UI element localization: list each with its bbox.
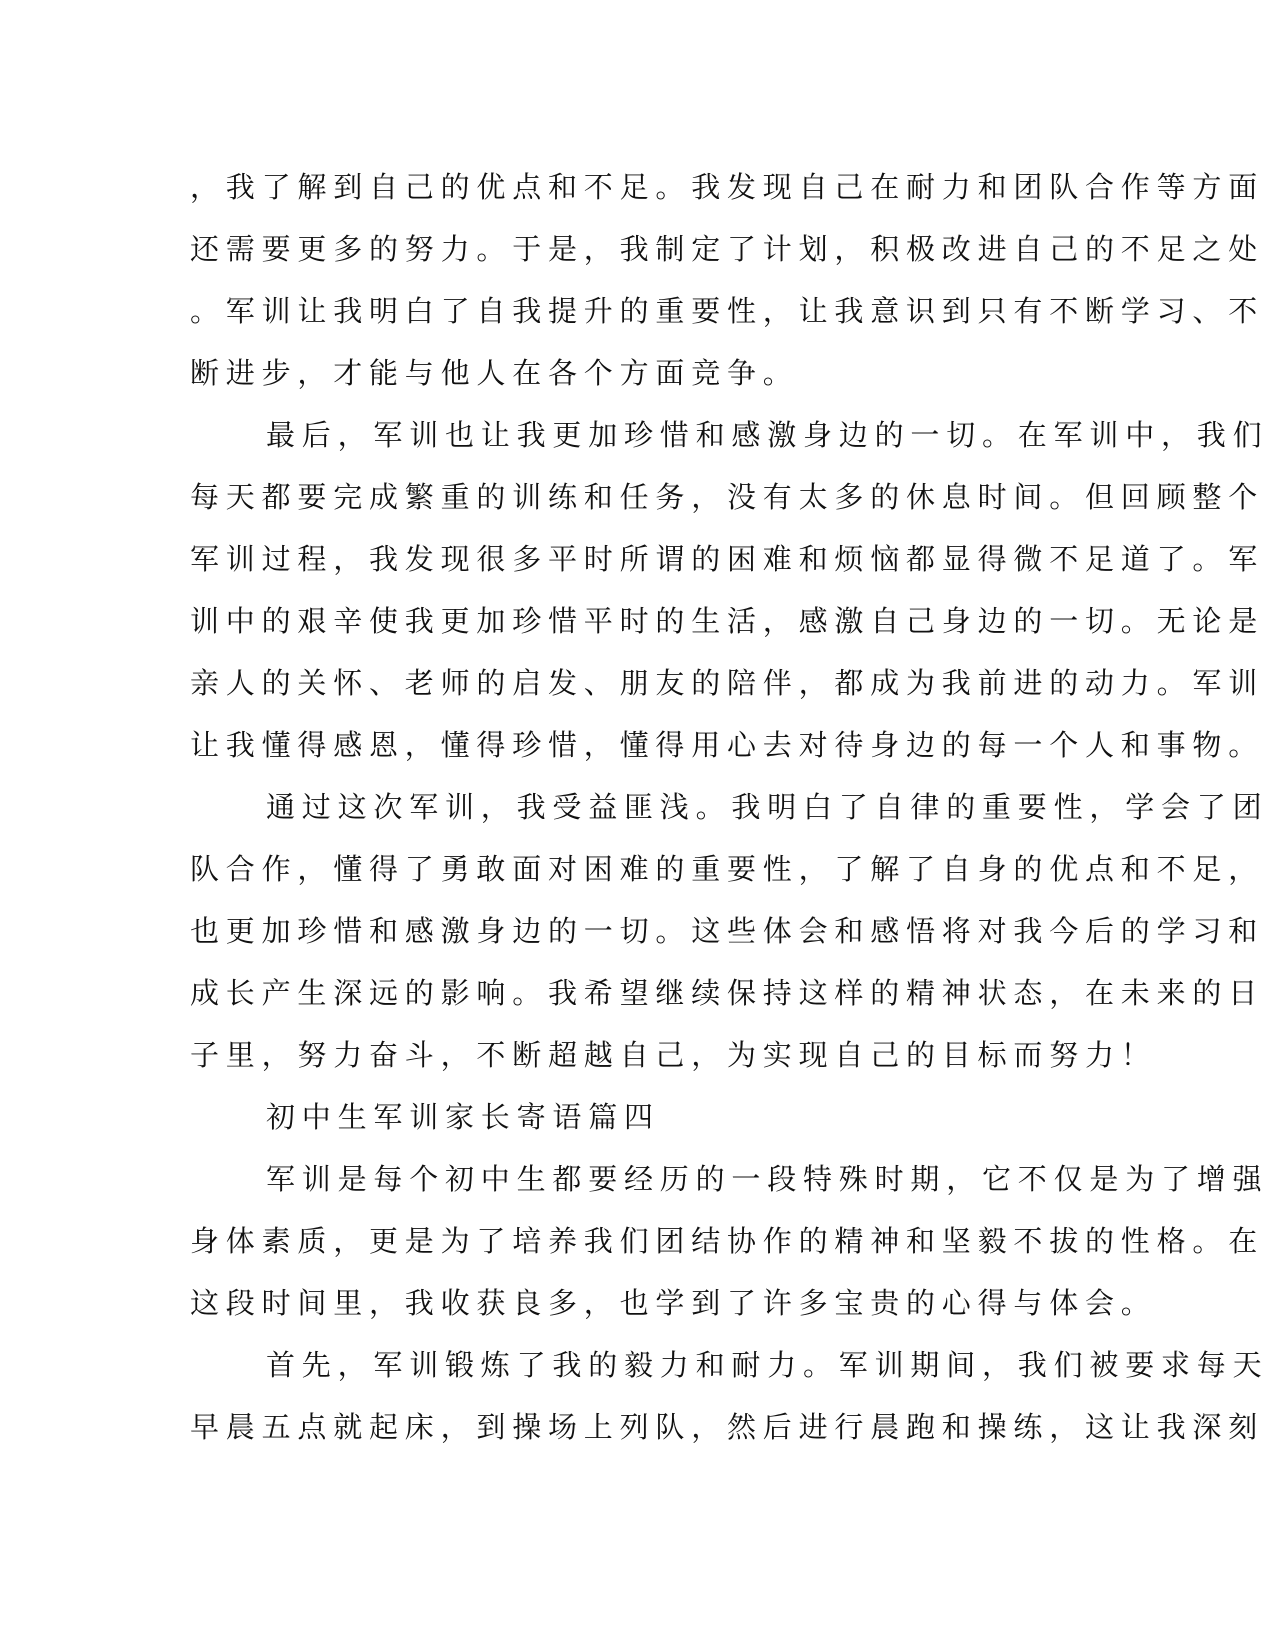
text-line: 亲人的关怀、老师的启发、朋友的陪伴，都成为我前进的动力。军训 [190,666,1265,700]
section-heading: 初中生军训家长寄语篇四 [266,1100,660,1134]
text-line: 。军训让我明白了自我提升的重要性，让我意识到只有不断学习、不 [190,294,1265,328]
body-text [190,156,1269,1458]
text-line: 身体素质，更是为了培养我们团结协作的精神和坚毅不拔的性格。在 [190,1224,1265,1258]
text-line: ，我了解到自己的优点和不足。我发现自己在耐力和团队合作等方面 [190,170,1265,204]
text-line: 也更加珍惜和感激身边的一切。这些体会和感悟将对我今后的学习和 [190,914,1265,948]
text-line: 每天都要完成繁重的训练和任务，没有太多的休息时间。但回顾整个 [190,480,1265,514]
text-line: 这段时间里，我收获良多，也学到了许多宝贵的心得与体会。 [190,1286,1157,1320]
text-line: 还需要更多的努力。于是，我制定了计划，积极改进自己的不足之处 [190,232,1265,266]
text-line: 军训过程，我发现很多平时所谓的困难和烦恼都显得微不足道了。军 [190,542,1265,576]
text-line: 成长产生深远的影响。我希望继续保持这样的精神状态，在未来的日 [190,976,1265,1010]
text-line: 早晨五点就起床，到操场上列队，然后进行晨跑和操练，这让我深刻 [190,1410,1265,1444]
text-line: 子里，努力奋斗，不断超越自己，为实现自己的目标而努力！ [190,1038,1157,1072]
text-line: 断进步，才能与他人在各个方面竞争。 [190,356,799,390]
text-line: 训中的艰辛使我更加珍惜平时的生活，感激自己身边的一切。无论是 [190,604,1265,638]
paragraph-first-line: 军训是每个初中生都要经历的一段特殊时期，它不仅是为了增强 [266,1162,1269,1196]
text-line: 让我懂得感恩，懂得珍惜，懂得用心去对待身边的每一个人和事物。 [190,728,1265,762]
paragraph-first-line: 首先，军训锻炼了我的毅力和耐力。军训期间，我们被要求每天 [266,1348,1269,1382]
paragraph-first-line: 最后，军训也让我更加珍惜和感激身边的一切。在军训中，我们 [266,418,1269,452]
paragraph-first-line: 通过这次军训，我受益匪浅。我明白了自律的重要性，学会了团 [266,790,1269,824]
text-line: 队合作，懂得了勇敢面对困难的重要性，了解了自身的优点和不足， [190,852,1265,886]
